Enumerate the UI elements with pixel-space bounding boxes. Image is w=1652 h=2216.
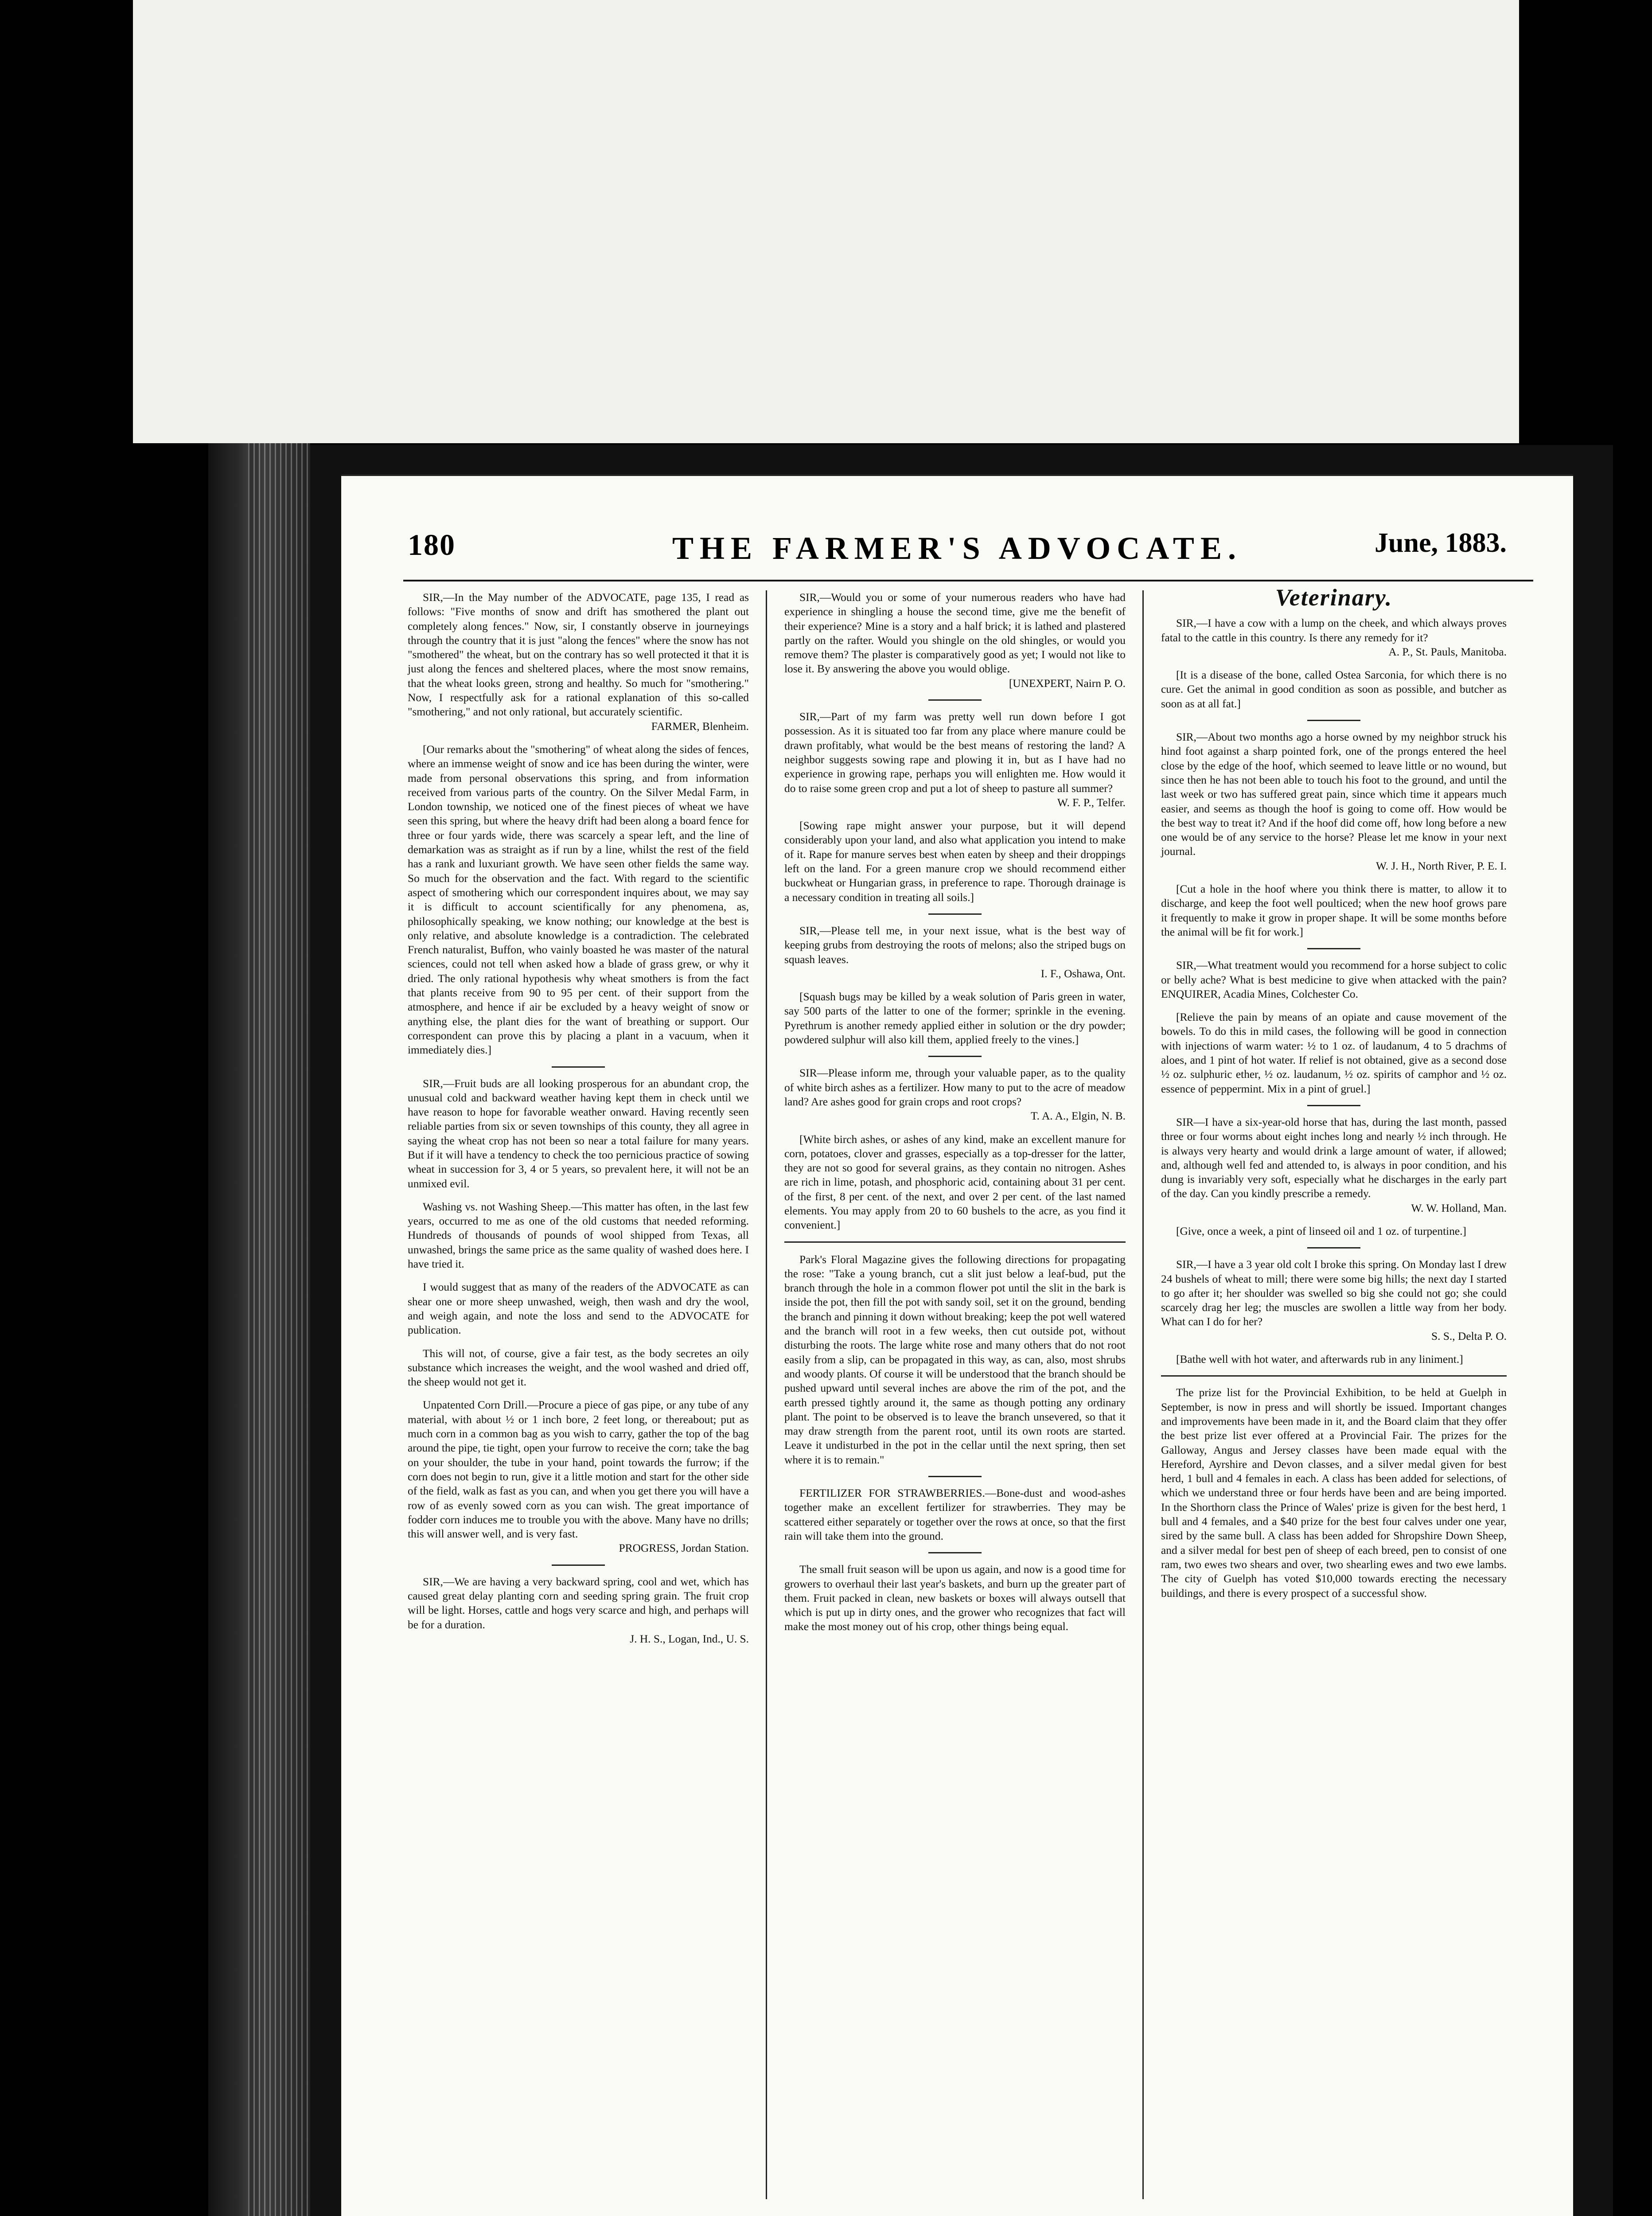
letter-birch-ashes: SIR—Please inform me, through your valuable paper, as to the quality of white birch ashes as a fertilizer. How many to put to the acre of meadow land? Are ashes good for grain crops and root crops? [784, 1067, 1126, 1108]
letter-horse-foot: SIR,—About two months ago a horse owned by my neighbor struck his hind foot against a sharp pointed fork, one of the prongs entered the heel close by the edge of the hoof, which seemed to leave little or no wound, but since then he has not been able to touch his foot to the ground, and until the last week or two has suffered great pain, since which time it appears much easier, and seems as though the hoof is going to come off. How would be the best way to treat it? And if the hoof did come off, how long before a new one would be of any service to the horse? Please let me know in your next journal. [1161, 731, 1507, 858]
editor-reply: [Squash bugs may be killed by a weak solution of Paris green in water, say 500 parts of the latter to one of the former; sprinkle in the evening. Pyrethrum is another remedy applied either in solution or the dry powder; powdered sulphur will also kill them, applied freely to the vines.] [784, 991, 1126, 1046]
paragraph-strawberries: FERTILIZER FOR STRAWBERRIES.—Bone-dust and wood-ashes together make an excellent fertilizer for strawberries. They may be scattered either separately or together over the rows at once, so that the first rain will take them into the ground. [784, 1487, 1126, 1542]
paragraph-suggestion: I would suggest that as many of the readers of the ADVOCATE as can shear one or more sheep unwashed, weigh, then wash and dry the wool, and weigh again, and note the loss and send to the ADVOCATE for publication. [408, 1281, 749, 1337]
editor-reply: [Our remarks about the "smothering" of wheat along the sides of fences, where an immense weight of snow and ice has been during the winter, were made from personal observations this spring, and from information received from various parts of the country. On the Silver Medal Farm, in London township, we noticed one of the finest pieces of wheat we have seen this spring, but where the heavy drift had been along a board fence for three or four yards wide, there was scarcely a spear left, and the line of demarkation was as straight as if run by a line, whilst the rest of the field has a rank and luxuriant growth. We have seen other fields the same way. So much for the observation and the fact. With regard to the scientific aspect of smothering which our correspondent inquires about, we may say it is difficult to account scientifically for any phenomena, as, philosophically speaking, we know nothing; our knowledge at the best is only relative, and absolute knowledge is a contradiction. The celebrated French naturalist, Buffon, who vainly boasted he was master of the natural sciences, could not tell when asked how a blade of grass grew, or why it dried. The only rational hypothesis why wheat smothers is from the fact that plants receive from 90 to 95 per cent. of their support from the atmosphere, and hence if air be excluded by a heavy weight of snow or anything else, the plant dies for the want of breathing or support. Our correspondent can prove this by placing a plant in a vacuum, when it immediately dies.] [408, 743, 749, 1057]
section-title: Veterinary. [1275, 584, 1393, 611]
notice-text: The prize list for the Provincial Exhibition, to be held at Guelph in September, is now in press and will shortly be issued. Important changes and improvements have been made in it, and the Board claim that they offer the best prize list ever offered at a Provincial Fair. The prizes for the Galloway, Angus and Jersey classes have been made equal with the Hereford, Ayrshire and Devon classes, and a silver medal given for best herd, 1 bull and 4 females in each. A class has been added for selections, of which we understand three or four herds have been and are being imported. In the Shorthorn class the Prince of Wales' prize is given for the best herd, 1 bull and 4 females, and a $40 prize for the best four calves under one year, sired by the same bull. A class has been added for Shropshire Down Sheep, and a silver medal for best pen of sheep of each breed, pen to consist of one ram, two ewes two shears and over, two shearling ewes and two ewe lambs. The city of Guelph has voted $10,000 towards erecting the necessary buildings, and there is every prospect of a successful show. [1161, 1386, 1507, 1600]
separator [784, 1241, 1126, 1243]
separator [1307, 1247, 1360, 1248]
column-rule-1 [766, 590, 767, 2199]
letter-colic: SIR,—What treatment would you recommend for a horse subject to colic or belly ache? What is best medicine to give when attacked with the pain? ENQUIRER, Acadia Mines, Colchester Co. [1161, 959, 1507, 1000]
page-top-rule [341, 474, 1573, 476]
signature: PROGRESS, Jordan Station. [619, 1542, 749, 1555]
separator [928, 913, 982, 915]
signature: T. A. A., Elgin, N. B. [1031, 1110, 1126, 1123]
masthead: THE FARMER'S ADVOCATE. [672, 531, 1242, 566]
column-2 [784, 590, 1126, 1643]
letter-backward-spring: SIR,—We are having a very backward spring, cool and wet, which has caused great delay planting corn and seeding spring grain. The fruit crop will be light. Horses, cattle and hogs very scarce and high, and perhaps will be for a duration. [408, 1575, 749, 1631]
letter-farmer: SIR,—In the May number of the ADVOCATE, page 135, I read as follows: "Five months of snow and drift has smothered the plant out completely along fences." Now, sir, I constantly observe in journeyings through the country that it is just "along the fences" where the snow has not "smothered" the wheat, but on the contrary has so well protected it that it is just along the fences and sheltered places, where the most snow remains, that the wheat looks green, strong and healthy. So much for "smothering." Now, I respectfully ask for a rational explanation of this so-called "smothering," and not only rational, but accurately scientific. [408, 591, 749, 718]
signature: J. H. S., Logan, Ind., U. S. [630, 1632, 749, 1645]
paragraph-corn-drill: Unpatented Corn Drill.—Procure a piece of gas pipe, or any tube of any material, with about ½ or 1 inch bore, 2 feet long, or thereabout; put as much corn in a common bag as you wish to carry, gather the top of the bag around the pipe, tie tight, open your furrow to receive the corn; take the bag on your shoulder, the tube in your hand, point towards the furrow; if the corn does not begin to run, give it a little motion and start for the other side of the field, walk as fast as you can, and when you get there you will have a row of as evenly sowed corn as you can wish. The great importance of fodder corn induces me to trouble you with the above. Many have no drills; this will answer well, and is very fast. [408, 1399, 749, 1541]
paragraph-washing-sheep: Washing vs. not Washing Sheep.—This matter has often, in the last few years, occurred to me as one of the old customs that needed reforming. Hundreds of thousands of pounds of wool shipped from Texas, all unwashed, brings the same price as the same quality of washed does here. I have tried it. [408, 1200, 749, 1271]
signature: W. W. Holland, Man. [1411, 1202, 1507, 1214]
page-number: 180 [408, 528, 456, 562]
issue-date: June, 1883. [1375, 528, 1507, 558]
separator [1307, 1105, 1360, 1106]
separator [928, 1056, 982, 1057]
column-1 [408, 590, 749, 1655]
separator [928, 699, 982, 701]
editor-reply: [It is a disease of the bone, called Ostea Sarconia, for which there is no cure. Get the animal in good condition as soon as possible, and butcher as soon as at all fat.] [1161, 669, 1507, 710]
separator [1307, 720, 1360, 721]
signature: FARMER, Blenheim. [651, 720, 749, 733]
letter-grubs: SIR,—Please tell me, in your next issue, what is the best way of keeping grubs from destroying the roots of melons; also the striped bugs on squash leaves. [784, 924, 1126, 966]
letter-fruit: SIR,—Fruit buds are all looking prosperous for an abundant crop, the unusual cold and backward weather having kept them in check until we have reason to hope for favorable weather onward. Having recently seen reliable parties from six or seven townships of this county, they all agree in saying the wheat crop has not been so near a total failure for many years. But if it will have a tendency to check the too pernicious practice of sowing wheat in succession for 3, 4 or 5 years, so prevalent here, it will not be an unmixed evil. [408, 1077, 749, 1190]
column-3 [1161, 584, 1507, 1609]
editor-reply: [Give, once a week, a pint of linseed oil and 1 oz. of turpentine.] [1176, 1225, 1466, 1237]
separator [552, 1564, 605, 1566]
separator [1307, 948, 1360, 949]
editor-reply: [White birch ashes, or ashes of any kind, make an excellent manure for corn, potatoes, clover and grasses, especially as a top-dresser for the latter, they are not so good for several grains, as they contain no nitrogen. Ashes are rich in lime, potash, and phosphoric acid, containing about 31 per cent. of the first, 8 per cent. of the next, and over 2 per cent. of the last named elements. You may apply from 20 to 60 bushels to the acre, as you find it convenient.] [784, 1133, 1126, 1232]
editor-reply: [Cut a hole in the hoof where you think there is matter, to allow it to discharge, and keep the foot well poulticed; when the new hoof grows pare it frequently to make it grow in proper shape. It will be some months before the animal will be fit for work.] [1161, 883, 1507, 938]
exhibition-notice [1161, 1375, 1507, 1600]
signature: [UNEXPERT, Nairn P. O. [1009, 677, 1126, 690]
letter-shingling: SIR,—Would you or some of your numerous readers who have had experience in shingling a house the second time, give me the benefit of their experience? Mine is a story and a half brick; it is lathed and plastered partly on the rafter. Would you shingle on the old shingles, or would you remove them? The plaster is comparatively good as yet; I would not like to lose it. By answering the above you would oblige. [784, 591, 1126, 675]
signature: A. P., St. Pauls, Manitoba. [1388, 645, 1507, 658]
signature: S. S., Delta P. O. [1431, 1330, 1507, 1342]
letter-cow-lump: SIR,—I have a cow with a lump on the cheek, and which always proves fatal to the cattle in this country. Is there any remedy for it? [1161, 617, 1507, 644]
editor-reply: [Bathe well with hot water, and afterwards rub in any liniment.] [1176, 1353, 1463, 1366]
paragraph-test: This will not, of course, give a fair test, as the body secretes an oily substance which increases the weight, and the wool washed and dried off, the sheep would not get it. [408, 1347, 749, 1389]
previous-page-background [133, 0, 1519, 443]
separator [928, 1476, 982, 1477]
signature: W. J. H., North River, P. E. I. [1376, 859, 1507, 872]
film-border-left [0, 0, 133, 2216]
editor-reply: [Sowing rape might answer your purpose, but it will depend considerably upon your land, and also what application you intend to make of it. Rape for manure serves best when eaten by sheep and their droppings left on the land. For a green manure crop we should recommend either buckwheat or Hungarian grass, in preference to rape. Thorough drainage is a necessary condition in treating all soils.] [784, 819, 1126, 904]
page-header [408, 527, 1507, 576]
paragraph-rose-propagation: Park's Floral Magazine gives the following directions for propagating the rose: "Take a young branch, cut a slit just below a leaf-bud, put the branch through the hole in a common flower pot until the slit in the bark is inside the pot, then fill the pot with sandy soil, set it on the ground, bending the branch and pinning it down without breaking; keep the pot well watered and the branch will root in a few weeks, then cut outside pot, without disturbing the roots. The large white rose and many others that do not root easily from a slip, can be propagated in this way, as can, also, most shrubs and woody plants. Of course it will be understood that the branch should be pushed upward until several inches are above the rim of the pot, and the earth pressed tightly around it, the same as though potting any ordinary plant. The point to be observed is to leave the branch unsevered, so that it may draw strength from the parent root, until its own roots are started. Leave it undisturbed in the pot in the cellar until the next spring, then set where it is to remain." [784, 1253, 1126, 1466]
signature: W. F. P., Telfer. [1057, 796, 1126, 809]
letter-colt: SIR,—I have a 3 year old colt I broke this spring. On Monday last I drew 24 bushels of wheat to mill; there were some big hills; the next day I started to go after it; her shoulder was swelled so big she could not go; she could scarcely drag her leg; the muscles are swollen a little way from her body. What can I do for her? [1161, 1258, 1507, 1328]
column-rule-2 [1142, 590, 1144, 2199]
newspaper-page [341, 474, 1573, 2216]
separator [552, 1066, 605, 1068]
editor-reply: [Relieve the pain by means of an opiate and cause movement of the bowels. To do this in mild cases, the following will be good in connection with injections of warm water: ½ to 1 oz. of laudanum, 4 to 5 drachms of aloes, and 1 pint of hot water. If relief is not obtained, give as a second dose ½ oz. sulphuric ether, ½ oz. laudanum, ½ oz. spirits of camphor and ½ oz. essence of peppermint. Mix in a pint of gruel.] [1161, 1011, 1507, 1095]
separator [928, 1552, 982, 1553]
page-edges [248, 443, 319, 2216]
header-rule [403, 580, 1533, 581]
letter-worms: SIR—I have a six-year-old horse that has, during the last month, passed three or four worms about eight inches long and nearly ½ inch through. He is always very hearty and would drink a large amount of water, if allowed; and, although well fed and attended to, is always in poor condition, and his dung is invariably very soft, especially what he discharges in the early part of the day. Can you kindly prescribe a remedy. [1161, 1116, 1507, 1200]
paragraph-small-fruit: The small fruit season will be upon us again, and now is a good time for growers to overhaul their last year's baskets, and burn up the greater part of them. Fruit packed in clean, new baskets or boxes will always outsell that which is put up in dirty ones, and the grower who recognizes that fact will make the most money out of his crop, other things being equal. [784, 1563, 1126, 1633]
letter-farm-run-down: SIR,—Part of my farm was pretty well run down before I got possession. As it is situated too far from any place where manure could be drawn profitably, what would be the best means of restoring the land? A neighbor suggests sowing rape and plowing it in, but as I have had no experience in growing rape, perhaps you will enlighten me. How would it do to raise some green crop and put a lot of sheep to pasture all summer? [784, 710, 1126, 795]
signature: I. F., Oshawa, Ont. [1040, 967, 1126, 980]
